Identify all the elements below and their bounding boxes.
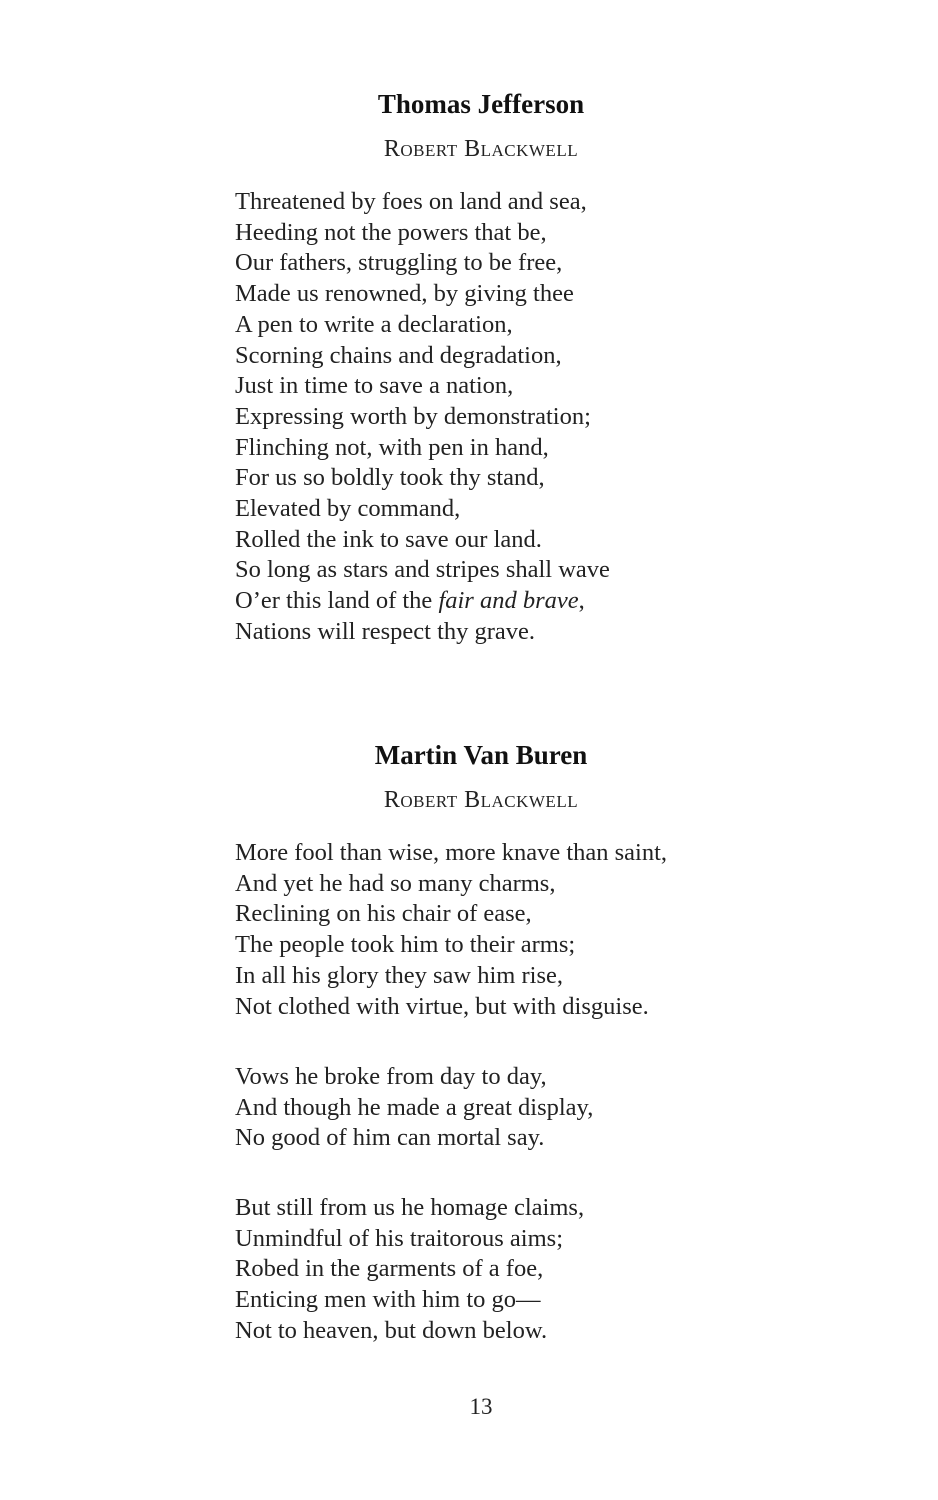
verse-line: Unmindful of his traitorous aims; bbox=[235, 1224, 563, 1252]
verse-line: More fool than wise, more knave than saint, bbox=[235, 839, 668, 866]
verse-line-suffix: , bbox=[578, 587, 585, 615]
verse-line: A pen to write a declaration, bbox=[235, 310, 513, 338]
verse-line: In all his glory they saw him rise, bbox=[235, 961, 563, 989]
verse-line: So long as stars and stripes shall wave bbox=[235, 556, 610, 584]
poem-title-martin-van-buren: Martin Van Buren bbox=[374, 740, 588, 770]
verse-line: Robed in the garments of a foe, bbox=[235, 1255, 544, 1283]
poem-2-stanza-2 bbox=[235, 1062, 593, 1154]
verse-line: For us so boldly took thy stand, bbox=[235, 464, 545, 492]
verse-line: Just in time to save a nation, bbox=[235, 372, 514, 400]
poem-title-thomas-jefferson: Thomas Jefferson bbox=[377, 89, 585, 119]
verse-line: Reclining on his chair of ease, bbox=[235, 900, 532, 928]
verse-line: No good of him can mortal say. bbox=[235, 1124, 545, 1152]
verse-line: Threatened by foes on land and sea, bbox=[235, 188, 587, 215]
verse-line: The people took him to their arms; bbox=[235, 931, 576, 959]
poem-2-stanza-1 bbox=[235, 838, 667, 1022]
verse-line: Scorning chains and degradation, bbox=[235, 341, 562, 369]
italic-phrase: fair and brave bbox=[438, 587, 579, 615]
verse-line: Heeding not the powers that be, bbox=[235, 218, 547, 246]
verse-line: Flinching not, with pen in hand, bbox=[235, 433, 549, 461]
poem-author-2: Robert Blackwell bbox=[383, 787, 579, 813]
verse-line: Enticing men with him to go— bbox=[235, 1286, 541, 1314]
verse-line: Rolled the ink to save our land. bbox=[235, 525, 542, 553]
verse-line: Expressing worth by demonstration; bbox=[235, 402, 591, 430]
verse-line-prefix: O’er this land of the bbox=[235, 587, 439, 615]
verse-line: Not to heaven, but down below. bbox=[235, 1316, 548, 1344]
verse-line: Nations will respect thy grave. bbox=[235, 617, 536, 645]
poem-2-stanza-3 bbox=[235, 1193, 584, 1347]
verse-line: Elevated by command, bbox=[235, 495, 461, 523]
verse-line: And though he made a great display, bbox=[235, 1093, 594, 1121]
poem-author-1: Robert Blackwell bbox=[383, 136, 579, 162]
verse-line: And yet he had so many charms, bbox=[235, 869, 556, 897]
verse-line: Our fathers, struggling to be free, bbox=[235, 249, 563, 277]
verse-line: Not clothed with virtue, but with disguise. bbox=[235, 992, 649, 1020]
verse-line-italic bbox=[235, 586, 610, 617]
page-number: 13 bbox=[469, 1394, 493, 1419]
verse-line: Made us renowned, by giving thee bbox=[235, 280, 574, 308]
poem-1-stanza-1 bbox=[235, 187, 610, 648]
verse-line: But still from us he homage claims, bbox=[235, 1194, 585, 1221]
verse-line: Vows he broke from day to day, bbox=[235, 1063, 547, 1090]
